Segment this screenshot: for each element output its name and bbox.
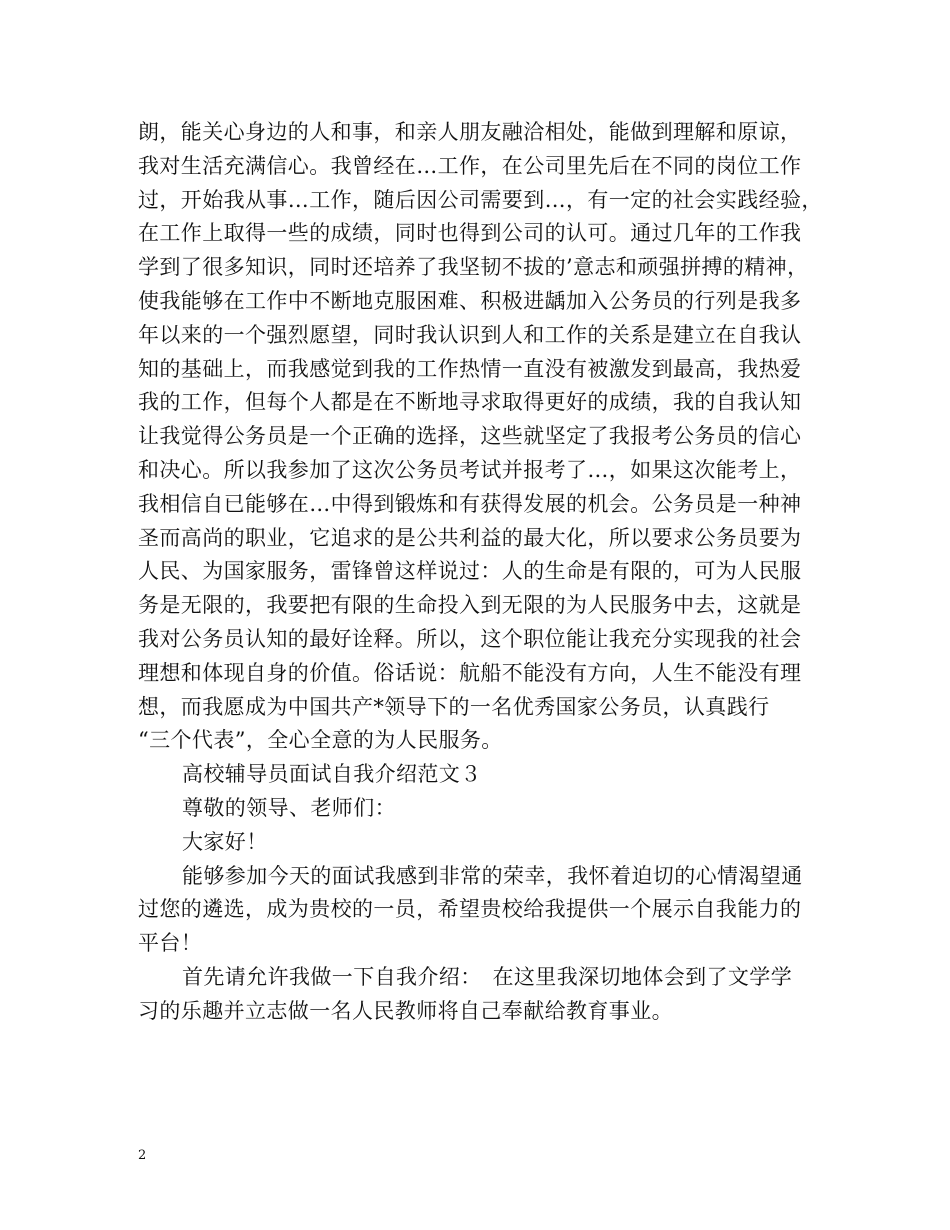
text-line: 理想和体现自身的价值。俗话说：航船不能没有方向，人生不能没有理 (138, 660, 802, 685)
text-line: 我相信自已能够在…中得到锻炼和有获得发展的机会。公务员是一种神 (138, 491, 802, 516)
text-line: 年以来的一个强烈愿望，同时我认识到人和工作的关系是建立在自我认 (138, 322, 802, 347)
text-line: 我对公务员认知的最好诠释。所以，这个职位能让我充分实现我的社会 (138, 626, 802, 651)
text-line: 知的基础上，而我感觉到我的工作热情一直没有被激发到最高，我热爱 (138, 356, 802, 381)
text-line: 过，开始我从事…工作，随后因公司需要到…，有一定的社会实践经验， (138, 187, 823, 212)
text-line: 和决心。所以我参加了这次公务员考试并报考了…，如果这次能考上， (138, 457, 802, 482)
text-line: 在工作上取得一些的成绩，同时也得到公司的认可。通过几年的工作我 (138, 221, 802, 246)
document-body (138, 116, 823, 1029)
page-number: 2 (138, 1148, 147, 1163)
text-line: 圣而高尚的职业，它追求的是公共利益的最大化，所以要求公务员要为 (138, 525, 802, 550)
text-line: 平台！ (138, 931, 203, 956)
text-line: 学到了很多知识，同时还培养了我坚韧不拔的’意志和顽强拼搏的精神， (138, 255, 809, 280)
salutation: 尊敬的领导、老师们： (182, 795, 396, 820)
text-line: 想，而我愿成为中国共产*领导下的一名优秀国家公务员，认真践行 (138, 694, 770, 719)
text-line: 能够参加今天的面试我感到非常的荣幸，我怀着迫切的心情渴望通 (182, 863, 803, 888)
text-line: 我的工作，但每个人都是在不断地寻求取得更好的成绩，我的自我认知 (138, 390, 802, 415)
text-line: 首先请允许我做一下自我介绍： 在这里我深切地体会到了文学学 (182, 964, 793, 989)
text-line: 让我觉得公务员是一个正确的选择，这些就坚定了我报考公务员的信心 (138, 424, 802, 449)
text-line: “三个代表”，全心全意的为人民服务。 (138, 728, 503, 753)
text-line: 我对生活充满信心。我曾经在…工作，在公司里先后在不同的岗位工作 (138, 153, 802, 178)
text-line: 朗，能关心身边的人和事，和亲人朋友融洽相处，能做到理解和原谅， (138, 120, 802, 144)
text-line: 务是无限的，我要把有限的生命投入到无限的为人民服务中去，这就是 (138, 593, 802, 618)
text-line: 使我能够在工作中不断地克服困难、积极进龋加入公务员的行列是我多 (138, 288, 802, 313)
text-line: 过您的遴选，成为贵校的一员，希望贵校给我提供一个展示自我能力的 (138, 897, 802, 922)
section-heading: 高校辅导员面试自我介绍范文３ (182, 762, 482, 787)
text-line: 人民、为国家服务，雷锋曾这样说过：人的生命是有限的，可为人民服 (138, 559, 802, 584)
greeting: 大家好！ (182, 829, 268, 854)
text-line: 习的乐趣并立志做一名人民教师将自己奉献给教育事业。 (138, 998, 673, 1023)
